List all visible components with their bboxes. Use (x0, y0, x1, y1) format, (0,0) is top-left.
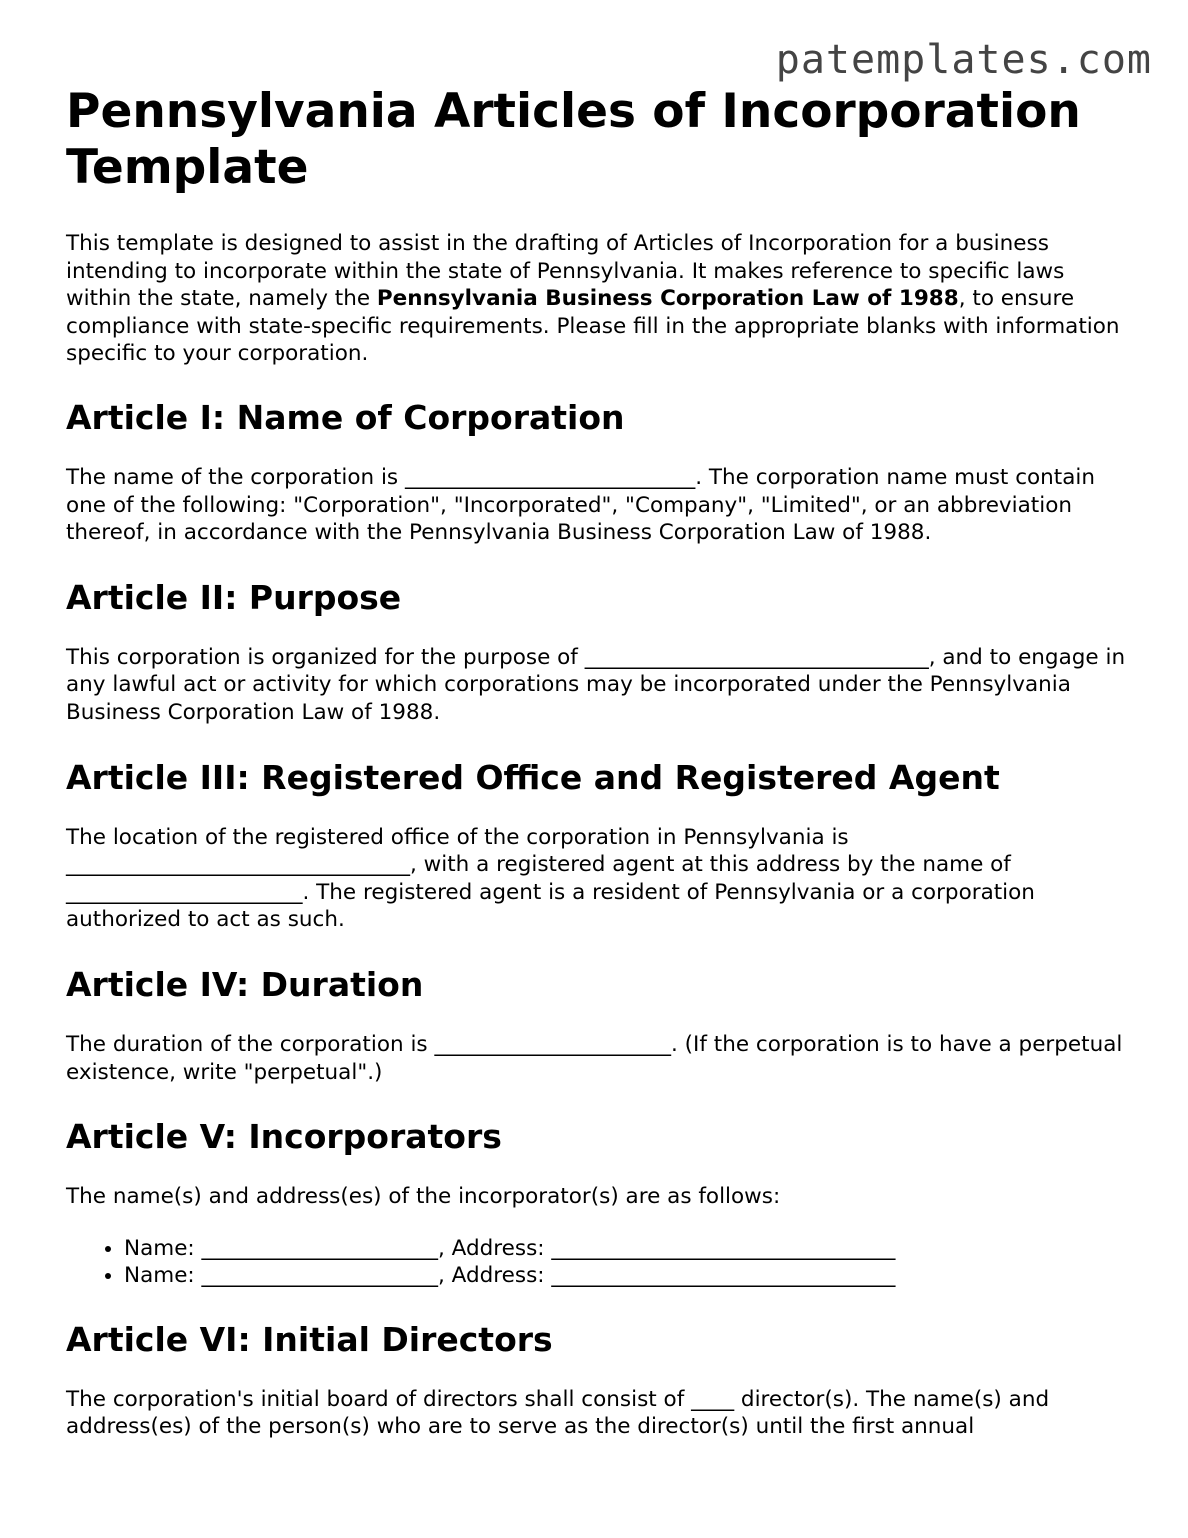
incorporator-item: • Name: ______________________, Address: ________________________________ (124, 1235, 1130, 1263)
incorporator-item: • Name: ______________________, Address: ________________________________ (124, 1262, 1130, 1290)
article-5-text: The name(s) and address(es) of the incorporator(s) are as follows: (66, 1184, 781, 1210)
article-1-heading: Article I: Name of Corporation (66, 397, 625, 437)
intro-text-before: This template is designed to assist in the drafting of Articles of Incorporation for a business intending to incorporate within the state of Pennsylvania. It makes reference to specific laws within the state, namely the (66, 231, 1065, 312)
intro-text-after: , to ensure compliance with state-specific requirements. Please fill in the appropriate blanks with information specific to your corporation. (66, 286, 1120, 367)
article-4-heading: Article IV: Duration (66, 964, 424, 1004)
document-page (66, 84, 1130, 1472)
article-3-heading: Article III: Registered Office and Registered Agent (66, 757, 1000, 797)
article-5-heading: Article V: Incorporators (66, 1117, 502, 1157)
intro-paragraph (66, 230, 1130, 368)
article-3-text: The location of the registered office of the corporation in Pennsylvania is ________________________________, with a registered agent at this address by the name of ______________________. The registered agent is a resident of Pennsylvania or a corporation authorized to act as such. (66, 824, 1035, 933)
article-6-heading: Article VI: Initial Directors (66, 1319, 553, 1359)
article-2-heading: Article II: Purpose (66, 577, 402, 617)
article-6-text: The corporation's initial board of directors shall consist of ____ director(s). The name(s) and address(es) of the person(s) who are to serve as the director(s) until the first annual (66, 1386, 1050, 1440)
article-2-text: This corporation is organized for the purpose of ________________________________, and to engage in any lawful act or activity for which corporations may be incorporated under the Pennsylvania Business Corporation Law of 1988. (66, 644, 1126, 725)
watermark: patemplates.com (775, 37, 1152, 83)
intro-law-name: Pennsylvania Business Corporation Law of 1988 (376, 286, 959, 312)
incorporators-list (66, 1235, 1130, 1290)
article-1-text: The name of the corporation is ___________________________. The corporation name must contain one of the following: "Corporation", "Incorporated", "Company", "Limited", or an abbreviation thereof, in accordance with the Pennsylvania Business Corporation Law of 1988. (66, 464, 1095, 546)
article-4-text: The duration of the corporation is ______________________. (If the corporation is to have a perpetual existence, write "perpetual".) (66, 1031, 1123, 1085)
document-title: Pennsylvania Articles of Incorporation Template (66, 84, 1081, 195)
